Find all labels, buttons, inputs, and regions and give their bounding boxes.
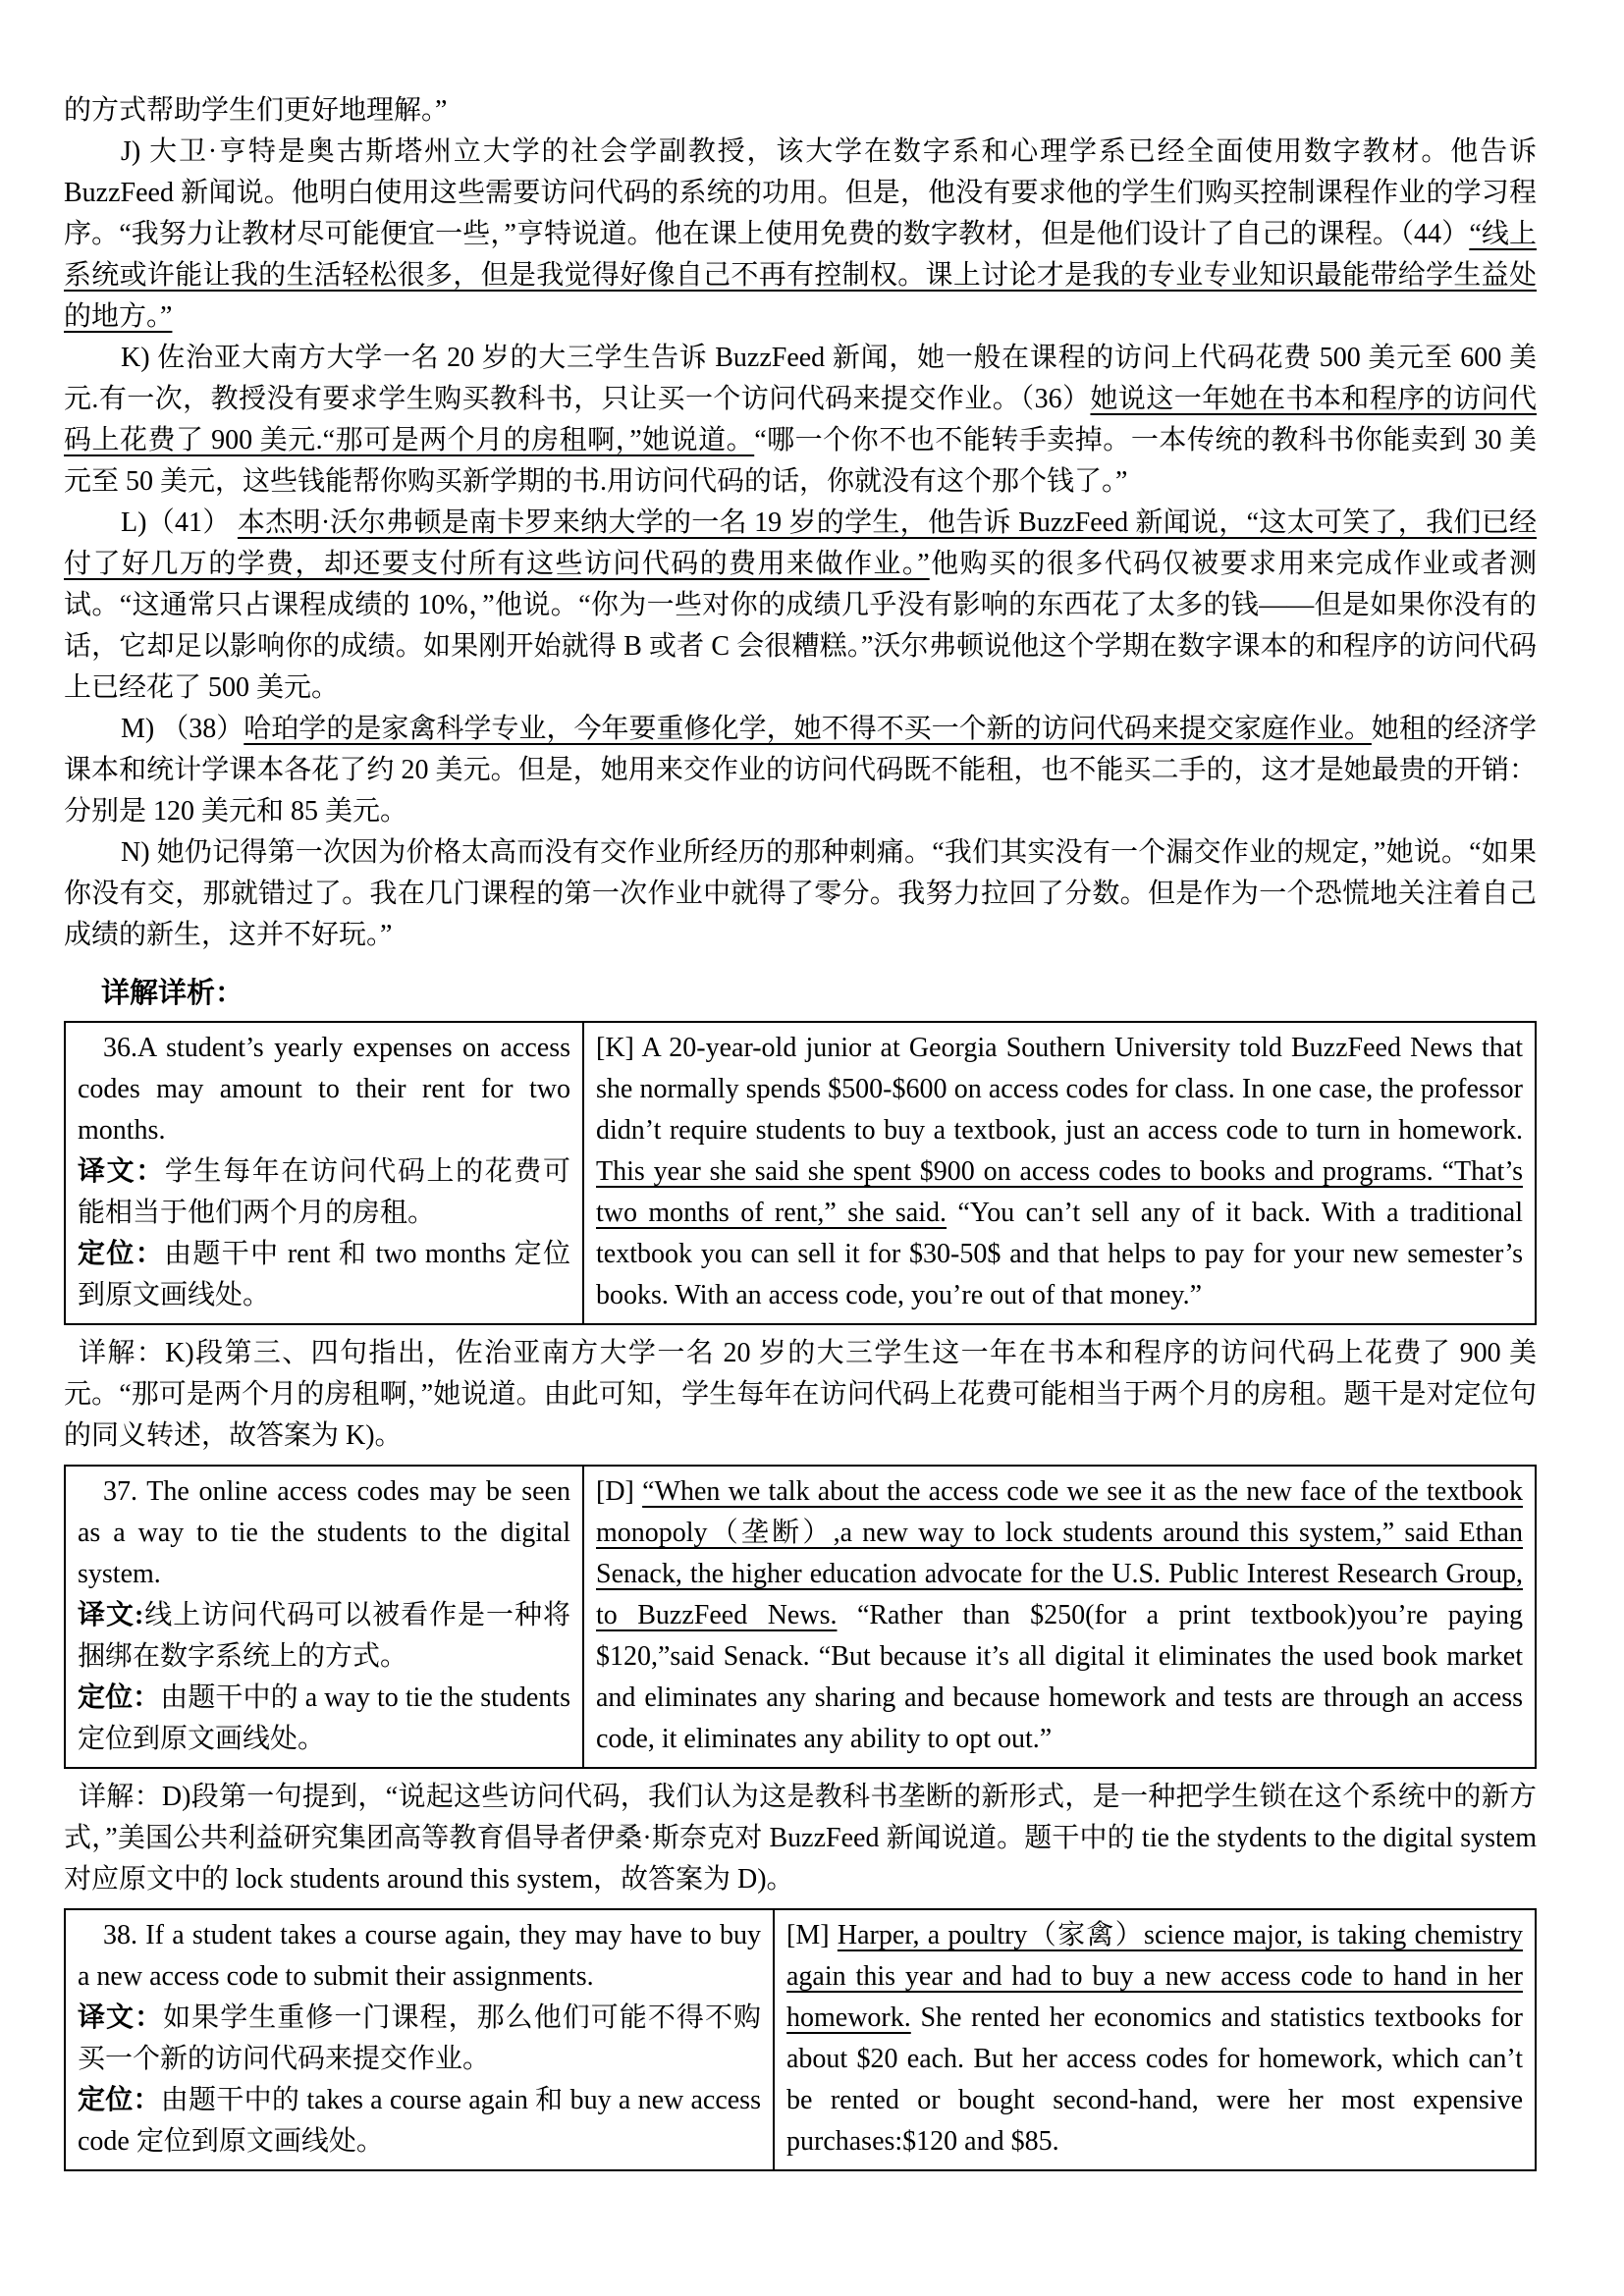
text-run: 38. If a student takes a course again, they may have to buy a new access code to submit their assignments. (78, 1920, 761, 1992)
page-content (64, 90, 1537, 2171)
answer-paragraph (596, 1028, 1523, 1316)
answer-paragraph (786, 1915, 1523, 2163)
text-run: She rented her economics and statistics textbooks for about $20 each. But her access codes for homework, which can’t be rented or bought second-hand, were her most expensive purchases:$120 and $85. (786, 2002, 1523, 2157)
underlined-text: Harper, a poultry（家禽）science major, is taking chemistry again this year and had to buy a new access code to hand in her homework. (786, 1920, 1523, 2033)
bold-label: 定位： (78, 2085, 161, 2115)
text-run: “哪一个你不也不能转手卖掉。一本传统的教科书你能卖到 30 美元至 50 美元，这些钱能帮你购买新学期的书.用访问代码的话，你就没有这个那个钱了。” (64, 425, 1537, 497)
qa-table-37 (64, 1465, 1537, 1769)
text-run: 36.A student’s yearly expenses on access codes may amount to their rent for two months. (78, 1033, 570, 1146)
text-run: [K] A 20-year-old junior at Georgia Southern University told BuzzFeed News that she normally spends $500-$600 on access codes for class. In one case, the professor didn’t require students to buy a textbook, just an access code to turn in homework. (596, 1033, 1523, 1146)
text-run: 详解：D)段第一句提到，“说起这些访问代码，我们认为这是教科书垄断的新形式，是一种把学生锁在这个系统中的新方式，”美国公共利益研究集团高等教育倡导者伊桑·斯奈克对 BuzzFeed 新闻说道。题干中的 tie the stydents to the digital system 对应原文中的 lock students around this system，故答案为 D)。 (64, 1782, 1537, 1895)
text-run: N) 她仍记得第一次因为价格太高而没有交作业所经历的那种刺痛。“我们其实没有一个漏交作业的规定，”她说。“如果你没有交，那就错过了。我在几门课程的第一次作业中就得了零分。我努力拉回了分数。但是作为一个恐慌地关注着自己成绩的新生，这并不好玩。” (64, 837, 1537, 950)
question-paragraph (78, 1998, 761, 2080)
text-run: 学生每年在访问代码上的花费可能相当于他们两个月的房租。 (78, 1156, 570, 1228)
underlined-text: “When we talk about the access code we see it as the new face of the textbook monopoly（垄断）,a new way to lock students around this system,” said Ethan Senack, the higher education advocate for the U.S. Public Interest Research Group, to BuzzFeed News. (596, 1476, 1523, 1630)
article-paragraph (64, 832, 1537, 956)
question-paragraph (78, 1471, 570, 1595)
section-title: 详解详析： (101, 978, 244, 1009)
text-run: 37. The online access codes may be seen as a way to tie the students to the digital system. (78, 1476, 570, 1589)
explanation-paragraph-36 (64, 1333, 1537, 1457)
text-run: L)（41） (121, 507, 238, 538)
question-cell-36 (65, 1022, 583, 1324)
qa-row (65, 1022, 1536, 1324)
text-run: 她租的经济学课本和统计学课本各花了约 20 美元。但是，她用来交作业的访问代码既不能租，也不能买二手的，这才是她最贵的开销：分别是 120 美元和 85 美元。 (64, 714, 1537, 827)
article-paragraph (64, 503, 1537, 709)
article-paragraph (64, 709, 1537, 832)
bold-label: 定位： (78, 1239, 165, 1269)
question-paragraph (78, 1678, 570, 1760)
answer-cell-36 (583, 1022, 1536, 1324)
answer-paragraph (596, 1471, 1523, 1760)
text-run: [M] (786, 1920, 838, 1950)
bold-label: 译文： (78, 1156, 165, 1187)
qa-row (65, 1466, 1536, 1768)
text-run: 详解：K)段第三、四句指出，佐治亚南方大学一名 20 岁的大三学生这一年在书本和程序的访问代码上花费了 900 美元。“那可是两个月的房租啊，”她说道。由此可知，学生每年在访问代码上花费可能相当于两个月的房租。题干是对定位句的同义转述，故答案为 K)。 (64, 1338, 1537, 1451)
text-run: [D] (596, 1476, 643, 1507)
question-paragraph (78, 2080, 761, 2163)
underlined-text: 本杰明·沃尔弗顿是南卡罗来纳大学的一名 19 岁的学生，他告诉 BuzzFeed 新闻说，“这太可笑了，我们已经付了好几万的学费，却还要支付所有这些访问代码的费用来做作业。” (64, 507, 1537, 579)
bold-label: 定位： (78, 1682, 161, 1713)
question-cell-38 (65, 1909, 774, 2170)
question-paragraph (78, 1151, 570, 1234)
underlined-text: This year she said she spent $900 on access codes to books and programs. “That’s two months of rent,” she said. (596, 1156, 1523, 1228)
text-run: 他购买的很多代码仅被要求用来完成作业或者测试。“这通常只占课程成绩的 10%，”他说。“你为一些对你的成绩几乎没有影响的东西花了太多的钱——但是如果你没有的话，它却足以影响你的成绩。如果刚开始就得 B 或者 C 会很糟糕。”沃尔弗顿说他这个学期在数字课本的和程序的访问代码上已经花了 500 美元。 (64, 549, 1537, 703)
underlined-text: “线上系统或许能让我的生活轻松很多，但是我觉得好像自己不再有控制权。课上讨论才是我的专业专业知识最能带给学生益处的地方。” (64, 219, 1537, 332)
question-paragraph (78, 1915, 761, 1998)
explanation-paragraph-37 (64, 1777, 1537, 1900)
article-paragraph (64, 90, 1537, 132)
text-run: 由题干中的 takes a course again 和 buy a new access code 定位到原文画线处。 (78, 2085, 761, 2157)
article-paragraph (64, 338, 1537, 503)
text-run: “You can’t sell any of it back. With a traditional textbook you can sell it for $30-50$ and that helps to pay for your new semester’s books. With an access code, you’re out of that money.” (596, 1198, 1523, 1310)
underlined-text: 哈珀学的是家禽科学专业，今年要重修化学，她不得不买一个新的访问代码来提交家庭作业。 (244, 714, 1372, 744)
text-run: 由题干中的 a way to tie the students 定位到原文画线处。 (78, 1682, 570, 1754)
text-run: 的方式帮助学生们更好地理解。” (64, 95, 448, 126)
question-paragraph (78, 1028, 570, 1151)
article-paragraph (64, 132, 1537, 338)
question-paragraph (78, 1595, 570, 1678)
text-run: 由题干中 rent 和 two months 定位到原文画线处。 (78, 1239, 570, 1310)
qa-row (65, 1909, 1536, 2170)
text-run: J) 大卫·亨特是奥古斯塔州立大学的社会学副教授，该大学在数字系和心理学系已经全面使用数字教材。他告诉 BuzzFeed 新闻说。他明白使用这些需要访问代码的系统的功用。但是，他没有要求他的学生们购买控制课程作业的学习程序。“我努力让教材尽可能便宜一些，”亨特说道。他在课上使用免费的数字教材，但是他们设计了自己的课程。（44） (64, 136, 1537, 249)
question-paragraph (78, 1234, 570, 1316)
text-run: M) （38） (121, 714, 244, 744)
answer-cell-38 (774, 1909, 1536, 2170)
qa-table-36 (64, 1021, 1537, 1325)
bold-label: 译文： (78, 2002, 164, 2033)
text-run: 如果学生重修一门课程，那么他们可能不得不购买一个新的访问代码来提交作业。 (78, 2002, 761, 2074)
article-translation-paragraphs (64, 90, 1537, 956)
text-run: 线上访问代码可以被看作是一种将捆绑在数字系统上的方式。 (78, 1600, 570, 1672)
underlined-text: 她说这一年她在书本和程序的访问代码上花费了 900 美元.“那可是两个月的房租啊，”她说道。 (64, 384, 1537, 455)
question-cell-37 (65, 1466, 583, 1768)
qa-explanation-blocks (64, 1021, 1537, 2171)
text-run: “Rather than $250(for a print textbook)you’re paying $120,”said Senack. “But because it’s all digital it eliminates the used book market and eliminates any sharing and because homework and tests are through an access code, it eliminates any ability to opt out.” (596, 1600, 1523, 1754)
answer-cell-37 (583, 1466, 1536, 1768)
bold-label: 译文: (78, 1600, 144, 1630)
text-run: K) 佐治亚大南方大学一名 20 岁的大三学生告诉 BuzzFeed 新闻，她一般在课程的访问上代码花费 500 美元至 600 美元.有一次，教授没有要求学生购买教科书，只让买一个访问代码来提交作业。（36） (64, 343, 1537, 414)
qa-table-38 (64, 1908, 1537, 2171)
